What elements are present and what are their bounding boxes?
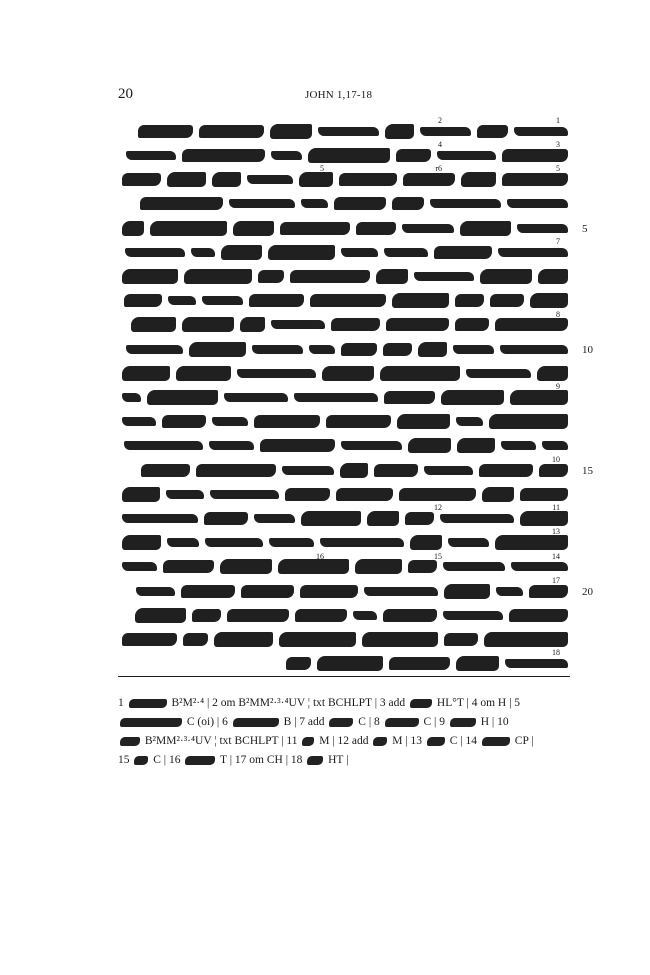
syriac-word-glyph: [308, 148, 390, 163]
syriac-word-glyph: [502, 173, 568, 186]
syriac-word-glyph: [214, 632, 273, 647]
syriac-word-glyph: [376, 269, 408, 284]
syriac-word-glyph: [455, 318, 489, 331]
syriac-word-glyph: [269, 538, 314, 547]
syriac-word-glyph: [339, 173, 397, 186]
syriac-word-glyph: [529, 585, 568, 598]
syriac-word-glyph: [453, 345, 494, 354]
verse-number: 14: [552, 551, 560, 561]
syriac-word-glyph: [258, 270, 284, 283]
syriac-word-glyph: [183, 633, 208, 646]
syriac-word-glyph: [310, 294, 386, 307]
syriac-word-glyph: [437, 151, 496, 160]
syriac-word-glyph: [450, 718, 476, 727]
syriac-word-glyph: [373, 737, 387, 746]
syriac-word-glyph: [122, 173, 161, 186]
syriac-word-glyph: [126, 151, 176, 160]
syriac-word-glyph: [405, 512, 434, 525]
syriac-word-glyph: [441, 390, 504, 405]
syriac-word-glyph: [271, 320, 325, 329]
verse-number: 15: [434, 551, 442, 561]
syriac-word-glyph: [427, 737, 445, 746]
syriac-word-glyph: [402, 224, 454, 233]
syriac-word-glyph: [249, 294, 304, 307]
syriac-word-glyph: [131, 317, 176, 332]
syriac-word-glyph: [380, 366, 460, 381]
syriac-word-glyph: [542, 441, 568, 450]
syriac-word-glyph: [505, 659, 568, 668]
syriac-text-line: [108, 630, 568, 652]
verse-number: 3: [556, 140, 560, 150]
syriac-word-glyph: [418, 342, 447, 357]
syriac-word-glyph: [126, 345, 183, 354]
syriac-word-glyph: [318, 127, 379, 136]
syriac-word-glyph: [482, 487, 514, 502]
syriac-word-glyph: [341, 248, 378, 257]
syriac-word-glyph: [501, 441, 536, 450]
syriac-word-glyph: [150, 221, 227, 236]
syriac-text-line: [108, 219, 568, 241]
syriac-word-glyph: [300, 585, 358, 598]
verse-number: 9: [556, 382, 560, 392]
syriac-word-glyph: [122, 417, 156, 426]
verse-number: 16: [316, 551, 324, 561]
syriac-word-glyph: [397, 414, 450, 429]
verse-number: 4: [438, 140, 442, 150]
syriac-word-glyph: [182, 317, 234, 332]
syriac-word-glyph: [392, 293, 449, 308]
syriac-word-glyph: [220, 559, 272, 574]
syriac-word-glyph: [294, 393, 378, 402]
syriac-word-glyph: [498, 248, 568, 257]
verse-number: 10: [552, 454, 560, 464]
syriac-word-glyph: [124, 441, 203, 450]
syriac-word-glyph: [430, 199, 501, 208]
syriac-word-glyph: [122, 514, 198, 523]
syriac-word-glyph: [317, 656, 383, 671]
syriac-word-glyph: [480, 269, 532, 284]
syriac-word-glyph: [252, 345, 303, 354]
syriac-text-line: [108, 551, 568, 580]
syriac-word-glyph: [129, 699, 167, 708]
syriac-word-glyph: [122, 487, 160, 502]
syriac-text-line: [108, 140, 568, 168]
syriac-text-line: [108, 606, 568, 628]
syriac-word-glyph: [341, 343, 377, 356]
syriac-word-glyph: [167, 538, 199, 547]
syriac-word-glyph: [120, 718, 182, 727]
syriac-word-glyph: [341, 441, 402, 450]
syriac-word-glyph: [334, 197, 386, 210]
syriac-word-glyph: [271, 151, 302, 160]
syriac-word-glyph: [124, 294, 162, 307]
syriac-word-glyph: [495, 535, 568, 550]
syriac-word-glyph: [278, 559, 349, 574]
syriac-word-glyph: [268, 245, 335, 260]
syriac-word-glyph: [490, 294, 524, 307]
syriac-word-glyph: [184, 269, 252, 284]
syriac-text-line: [108, 309, 568, 338]
syriac-word-glyph: [162, 415, 206, 428]
syriac-word-glyph: [482, 737, 510, 746]
syriac-word-glyph: [383, 609, 437, 622]
apparatus-line-2: C (oi) | 6 B | 7 add C | 8 C | 9 H | 10: [118, 713, 578, 732]
margin-line-number: 15: [582, 464, 593, 477]
syriac-word-glyph: [448, 538, 489, 547]
syriac-text-line: [108, 195, 568, 217]
syriac-word-glyph: [290, 270, 370, 283]
syriac-word-glyph: [185, 756, 215, 765]
syriac-word-glyph: [489, 414, 568, 429]
verse-number: 17: [552, 575, 560, 585]
verse-number: 1: [556, 116, 560, 125]
syriac-word-glyph: [336, 488, 393, 501]
syriac-word-glyph: [270, 124, 312, 139]
syriac-word-glyph: [410, 699, 432, 708]
syriac-text-line: [108, 382, 568, 410]
syriac-word-glyph: [414, 272, 474, 281]
syriac-word-glyph: [280, 222, 350, 235]
apparatus-line-1: 1 B²M²·⁴ | 2 om B²MM²·³·⁴UV ¦ txt BCHLPT | 3 add HL°T | 4 om H | 5: [118, 697, 521, 709]
syriac-word-glyph: [484, 632, 568, 647]
syriac-word-glyph: [302, 737, 314, 746]
syriac-word-glyph: [205, 538, 263, 547]
syriac-word-glyph: [502, 149, 568, 162]
syriac-word-glyph: [440, 514, 514, 523]
syriac-word-glyph: [456, 417, 483, 426]
syriac-word-glyph: [479, 464, 533, 477]
running-title: JOHN 1,17-18: [305, 89, 373, 101]
syriac-word-glyph: [221, 245, 262, 260]
syriac-word-glyph: [233, 221, 274, 236]
syriac-word-glyph: [509, 609, 568, 622]
verse-number: 18: [552, 648, 560, 658]
syriac-word-glyph: [135, 608, 186, 623]
syriac-word-glyph: [457, 438, 495, 453]
syriac-word-glyph: [141, 464, 190, 477]
syriac-word-glyph: [301, 511, 361, 526]
verse-number: 7: [556, 237, 560, 246]
syriac-word-glyph: [424, 466, 473, 475]
syriac-word-glyph: [408, 560, 437, 573]
syriac-word-glyph: [122, 562, 157, 571]
syriac-word-glyph: [309, 345, 335, 354]
syriac-word-glyph: [320, 538, 404, 547]
syriac-word-glyph: [224, 393, 288, 402]
syriac-text-line: [108, 237, 568, 265]
page-number: 20: [118, 86, 133, 102]
syriac-word-glyph: [134, 756, 148, 765]
syriac-word-glyph: [191, 248, 215, 257]
syriac-word-glyph: [364, 587, 438, 596]
syriac-text-line: [108, 503, 568, 531]
syriac-word-glyph: [455, 294, 484, 307]
syriac-word-glyph: [254, 514, 295, 523]
syriac-word-glyph: [254, 415, 320, 428]
syriac-word-glyph: [204, 512, 248, 525]
syriac-word-glyph: [456, 656, 499, 671]
syriac-word-glyph: [299, 172, 333, 187]
syriac-word-glyph: [147, 390, 218, 405]
syriac-word-glyph: [125, 248, 185, 257]
verse-number: 11: [552, 503, 560, 513]
syriac-text-line: [108, 267, 568, 289]
syriac-word-glyph: [374, 464, 418, 477]
syriac-word-glyph: [520, 488, 568, 501]
syriac-word-glyph: [399, 488, 476, 501]
syriac-word-glyph: [434, 246, 492, 259]
syriac-word-glyph: [511, 562, 568, 571]
syriac-word-glyph: [212, 417, 248, 426]
syriac-word-glyph: [260, 439, 335, 452]
syriac-word-glyph: [396, 149, 431, 162]
syriac-word-glyph: [233, 718, 279, 727]
syriac-word-glyph: [403, 173, 455, 186]
syriac-word-glyph: [122, 366, 170, 381]
syriac-word-glyph: [496, 587, 523, 596]
syriac-word-glyph: [229, 199, 295, 208]
syriac-word-glyph: [500, 345, 568, 354]
syriac-word-glyph: [444, 584, 490, 599]
syriac-word-glyph: [167, 172, 206, 187]
syriac-word-glyph: [539, 464, 568, 477]
syriac-word-glyph: [386, 318, 449, 331]
syriac-word-glyph: [202, 296, 243, 305]
verse-number: 8: [556, 309, 560, 319]
syriac-word-glyph: [514, 127, 568, 136]
syriac-text-line: [108, 437, 568, 459]
syriac-word-glyph: [507, 199, 568, 208]
verse-number: 5: [556, 164, 560, 174]
syriac-text-line: [108, 648, 568, 676]
syriac-word-glyph: [247, 175, 293, 184]
syriac-word-glyph: [353, 611, 377, 620]
syriac-text-line: [108, 575, 568, 604]
syriac-word-glyph: [122, 269, 178, 284]
syriac-word-glyph: [367, 511, 399, 526]
apparatus-line-3: B²MM²·³·⁴UV ¦ txt BCHLPT | 11 M | 12 add M | 13 C | 14 CP |: [118, 732, 578, 751]
syriac-word-glyph: [210, 490, 279, 499]
syriac-word-glyph: [383, 343, 412, 356]
syriac-text-line: [108, 116, 568, 144]
syriac-text-line: [108, 364, 568, 386]
syriac-text-line: [108, 340, 568, 362]
syriac-word-glyph: [443, 611, 503, 620]
syriac-word-glyph: [517, 224, 568, 233]
syriac-word-glyph: [538, 269, 568, 284]
syriac-text-line: [108, 454, 568, 483]
syriac-word-glyph: [384, 391, 435, 404]
syriac-word-glyph: [212, 172, 241, 187]
syriac-word-glyph: [530, 293, 568, 308]
syriac-word-glyph: [122, 393, 141, 402]
verse-number: 5: [320, 164, 324, 174]
syriac-text-line: [108, 485, 568, 507]
syriac-word-glyph: [444, 633, 478, 646]
syriac-word-glyph: [237, 369, 316, 378]
syriac-word-glyph: [196, 464, 276, 477]
syriac-word-glyph: [182, 149, 265, 162]
syriac-word-glyph: [322, 366, 374, 381]
syriac-word-glyph: [362, 632, 438, 647]
syriac-word-glyph: [295, 609, 347, 622]
syriac-word-glyph: [389, 657, 450, 670]
syriac-word-glyph: [136, 587, 175, 596]
apparatus-line-4: 15 C | 16 T | 17 om CH | 18 HT |: [118, 754, 349, 766]
syriac-word-glyph: [138, 125, 193, 138]
syriac-word-glyph: [466, 369, 531, 378]
syriac-word-glyph: [477, 125, 508, 138]
syriac-text-line: [108, 164, 568, 192]
syriac-text-line: [108, 412, 568, 434]
syriac-word-glyph: [420, 127, 471, 136]
syriac-word-glyph: [408, 438, 451, 453]
syriac-word-glyph: [307, 756, 323, 765]
syriac-word-glyph: [537, 366, 568, 381]
syriac-word-glyph: [120, 737, 140, 746]
syriac-word-glyph: [199, 125, 264, 138]
syriac-word-glyph: [192, 609, 221, 622]
syriac-word-glyph: [240, 317, 265, 332]
verse-number: r6: [435, 164, 442, 174]
syriac-word-glyph: [166, 490, 204, 499]
syriac-word-glyph: [385, 718, 419, 727]
syriac-word-glyph: [122, 535, 161, 550]
syriac-word-glyph: [282, 466, 334, 475]
syriac-word-glyph: [356, 222, 396, 235]
syriac-word-glyph: [331, 318, 380, 331]
syriac-text-line: [108, 291, 568, 313]
syriac-word-glyph: [329, 718, 353, 727]
syriac-word-glyph: [443, 562, 505, 571]
syriac-word-glyph: [140, 197, 223, 210]
syriac-word-glyph: [384, 248, 428, 257]
syriac-word-glyph: [163, 560, 214, 573]
syriac-word-glyph: [510, 390, 568, 405]
syriac-word-glyph: [410, 535, 442, 550]
syriac-word-glyph: [286, 657, 311, 670]
syriac-word-glyph: [355, 559, 402, 574]
syriac-word-glyph: [168, 296, 196, 305]
verse-number: 12: [434, 503, 442, 513]
syriac-word-glyph: [326, 415, 391, 428]
syriac-word-glyph: [392, 197, 424, 210]
footnote-separator: [118, 676, 570, 677]
verse-number: 13: [552, 527, 560, 537]
syriac-word-glyph: [122, 633, 177, 646]
syriac-word-glyph: [495, 318, 568, 331]
margin-line-number: 10: [582, 343, 593, 356]
syriac-word-glyph: [227, 609, 289, 622]
syriac-word-glyph: [189, 342, 246, 357]
syriac-word-glyph: [279, 632, 356, 647]
syriac-word-glyph: [181, 585, 235, 598]
margin-line-number: 5: [582, 222, 588, 235]
syriac-text-line: [108, 527, 568, 555]
verse-number: 2: [438, 116, 442, 125]
syriac-word-glyph: [460, 221, 511, 236]
syriac-word-glyph: [285, 488, 330, 501]
syriac-word-glyph: [520, 511, 568, 526]
syriac-word-glyph: [209, 441, 254, 450]
syriac-word-glyph: [176, 366, 231, 381]
margin-line-number: 20: [582, 585, 593, 598]
syriac-word-glyph: [241, 585, 294, 598]
syriac-word-glyph: [340, 463, 368, 478]
syriac-word-glyph: [385, 124, 414, 139]
syriac-word-glyph: [301, 199, 328, 208]
syriac-word-glyph: [122, 221, 144, 236]
syriac-word-glyph: [461, 172, 496, 187]
